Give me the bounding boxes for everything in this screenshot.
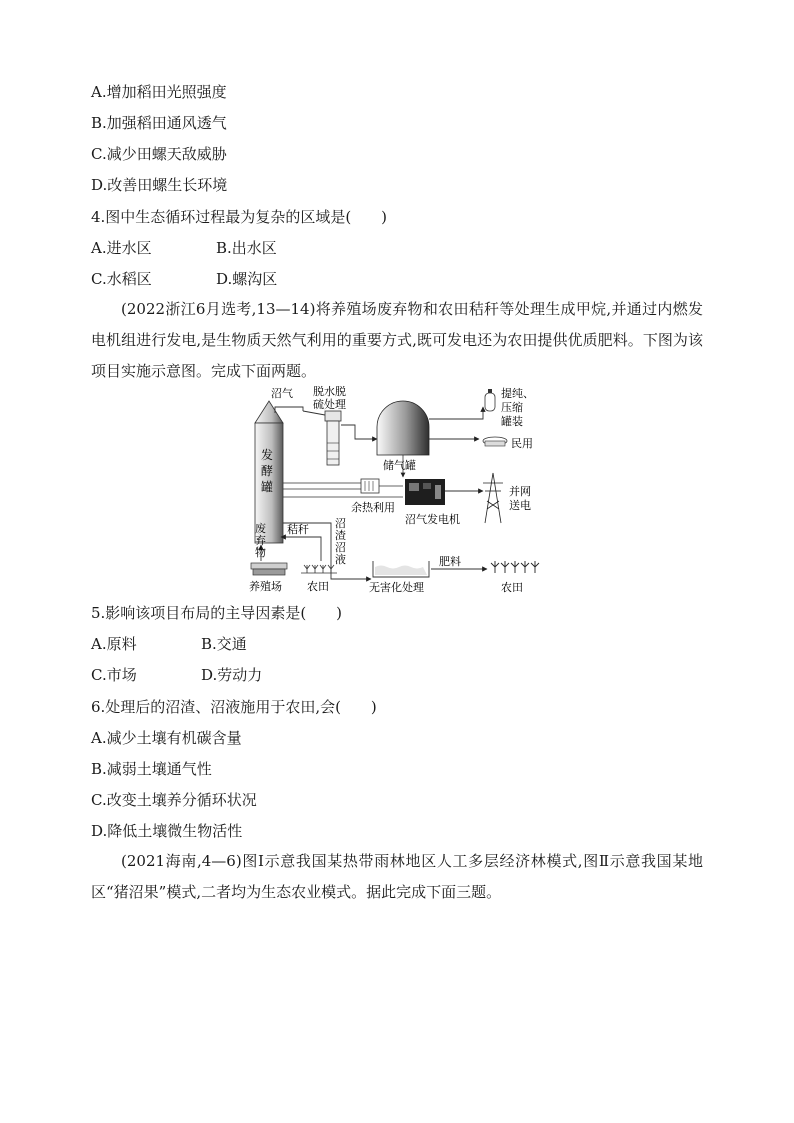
q3-option-b: B.加强稻田通风透气 bbox=[91, 114, 227, 132]
q4-option-c: C.水稻区 bbox=[91, 270, 152, 288]
arrow-straw bbox=[281, 537, 321, 561]
treatment-pool bbox=[373, 561, 429, 577]
label-dehydrate-1: 脱水脱 bbox=[313, 385, 346, 398]
storage-tank bbox=[377, 401, 429, 455]
q6-option-d: D.降低土壤微生物活性 bbox=[91, 822, 243, 840]
pipe-to-dehydrator bbox=[303, 411, 325, 415]
q4-option-a: A.进水区 bbox=[91, 239, 152, 257]
q3-option-d: D.改善田螺生长环境 bbox=[91, 176, 228, 194]
q4-option-d: D.螺沟区 bbox=[216, 270, 278, 288]
intro-2022-paragraph: (2022浙江6月选考,13—14)将养殖场废弃物和农田秸秆等处理生成甲烷,并通过内燃发电机组进行发电,是生物质天然气利用的重要方式,既可发电还为农田提供优质肥料。下图为该项目实施示意图。完成下面两题。 bbox=[91, 300, 703, 380]
crops-right-icon bbox=[491, 561, 539, 573]
label-grid-2: 送电 bbox=[509, 499, 531, 512]
label-purify-1: 提纯、 bbox=[501, 387, 534, 400]
q6-option-c: C.改变土壤养分循环状况 bbox=[91, 791, 257, 809]
desulfurization-unit bbox=[325, 411, 341, 465]
label-grid-1: 并网 bbox=[509, 485, 531, 498]
label-generator: 沼气发电机 bbox=[405, 513, 460, 526]
label-purify-3: 罐装 bbox=[501, 415, 523, 428]
farm-icon bbox=[251, 563, 287, 575]
q5-option-d: D.劳动力 bbox=[201, 666, 263, 684]
label-storage: 储气罐 bbox=[383, 459, 416, 472]
label-civil: 民用 bbox=[511, 437, 533, 450]
q5-stem: 5.影响该项目布局的主导因素是( ) bbox=[91, 604, 343, 622]
power-tower-icon bbox=[483, 473, 503, 523]
label-waste-1: 废 bbox=[255, 522, 266, 535]
biogas-pipe bbox=[275, 407, 303, 413]
label-field-left: 农田 bbox=[307, 580, 329, 593]
label-dehydrate-2: 硫处理 bbox=[313, 398, 346, 411]
tank-label-3: 罐 bbox=[261, 480, 274, 494]
label-harmless: 无害化处理 bbox=[369, 581, 424, 594]
q3-option-a: A.增加稻田光照强度 bbox=[91, 83, 227, 101]
generator-icon bbox=[405, 479, 445, 505]
q6-stem: 6.处理后的沼渣、沼液施用于农田,会( ) bbox=[91, 698, 377, 716]
label-heat: 余热利用 bbox=[351, 501, 395, 514]
q5-option-b: B.交通 bbox=[201, 635, 247, 653]
label-waste-2: 弃 bbox=[255, 534, 266, 547]
label-fertilizer: 肥料 bbox=[439, 555, 461, 568]
q5-option-a: A.原料 bbox=[91, 635, 137, 653]
label-field-right: 农田 bbox=[501, 581, 523, 594]
q6-option-a: A.减少土壤有机碳含量 bbox=[91, 729, 242, 747]
arrow-to-purify bbox=[429, 407, 483, 419]
q3-option-c: C.减少田螺天敌威胁 bbox=[91, 145, 227, 163]
tank-label-2: 酵 bbox=[261, 464, 274, 478]
gas-stove-icon bbox=[483, 437, 507, 446]
label-residue-4: 液 bbox=[335, 553, 346, 566]
label-residue-3: 沼 bbox=[335, 541, 346, 554]
crops-left-icon bbox=[301, 565, 337, 573]
tank-label-1: 发 bbox=[261, 448, 274, 462]
label-waste-3: 物 bbox=[255, 546, 266, 559]
intro-2021-paragraph: (2021海南,4—6)图Ⅰ示意我国某热带雨林地区人工多层经济林模式,图Ⅱ示意我国某地区“猪沼果”模式,二者均为生态农业模式。据此完成下面三题。 bbox=[91, 852, 703, 901]
label-residue-1: 沼 bbox=[335, 517, 346, 530]
label-residue-2: 渣 bbox=[335, 529, 346, 542]
pipe-to-storage bbox=[341, 425, 377, 439]
q4-option-b: B.出水区 bbox=[216, 239, 277, 257]
heat-exchanger bbox=[361, 479, 379, 493]
q6-option-b: B.减弱土壤通气性 bbox=[91, 760, 212, 778]
gas-cylinder-icon bbox=[485, 389, 495, 411]
label-farm: 养殖场 bbox=[249, 580, 282, 593]
q4-stem: 4.图中生态循环过程最为复杂的区域是( ) bbox=[91, 208, 388, 226]
label-purify-2: 压缩 bbox=[501, 401, 523, 414]
q5-option-c: C.市场 bbox=[91, 666, 137, 684]
biogas-project-diagram bbox=[243, 383, 543, 603]
label-biogas: 沼气 bbox=[271, 387, 293, 400]
label-straw: 秸秆 bbox=[287, 523, 309, 536]
